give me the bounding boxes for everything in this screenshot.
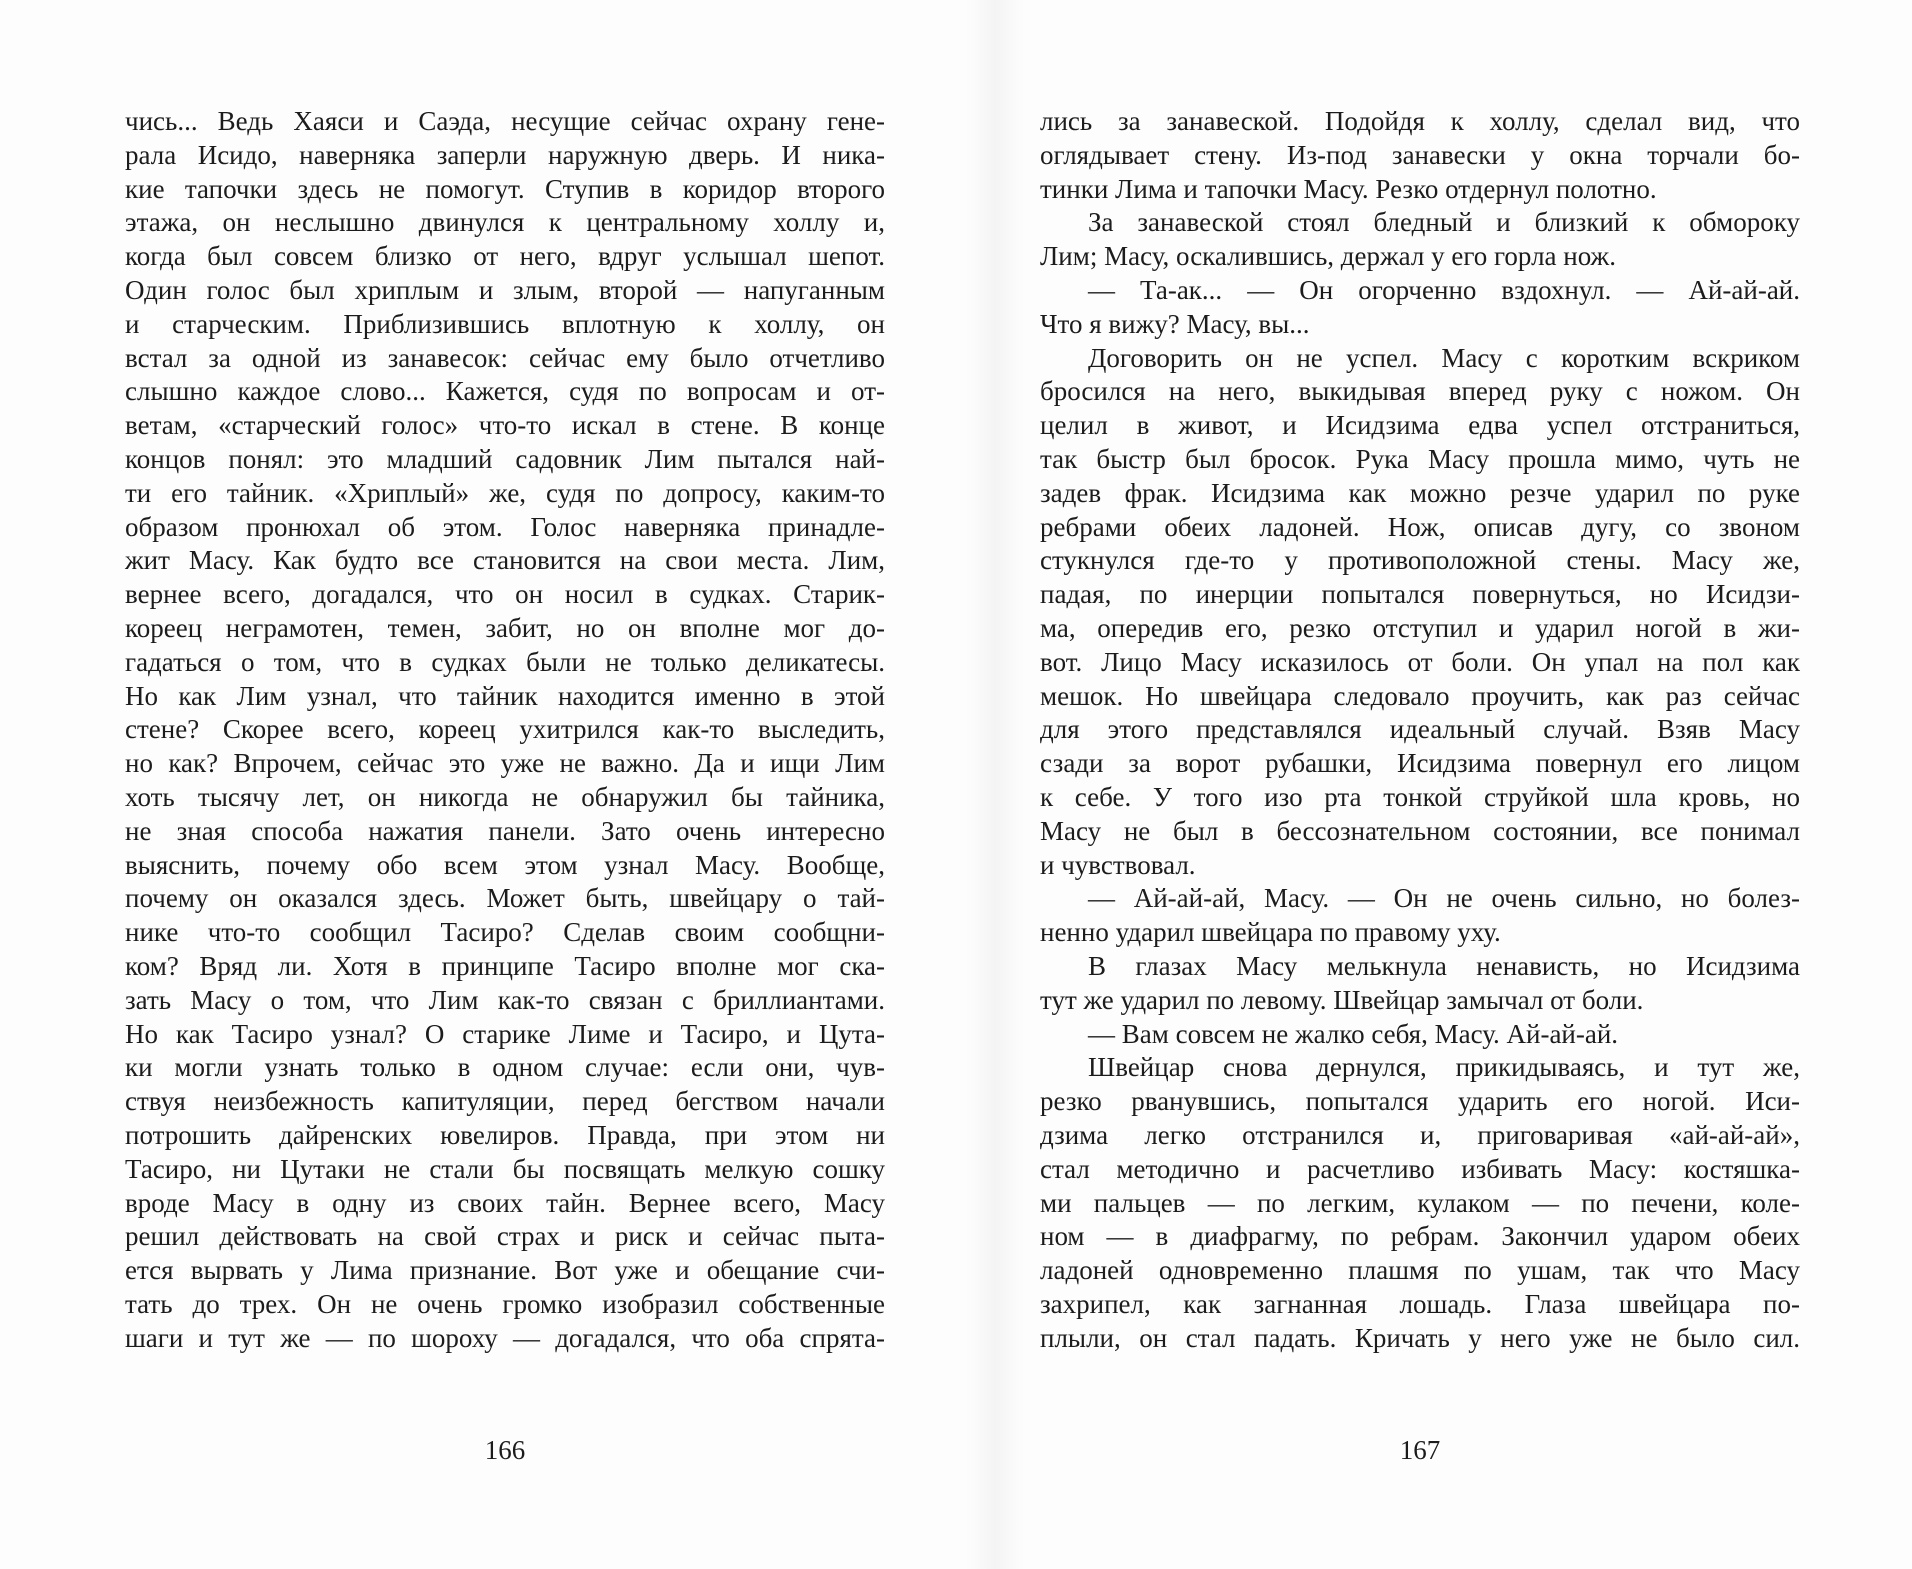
text-line: Один голос был хриплым и злым, второй — напуганным <box>125 274 885 305</box>
text-line: дзима легко отстранился и, приговаривая «ай-ай-ай», <box>1040 1119 1800 1150</box>
text-line: Но как Лим узнал, что тайник находится именно в этой <box>125 680 885 711</box>
text-line: зать Масу о том, что Лим как-то связан с бриллиантами. <box>125 984 885 1015</box>
text-line: Что я вижу? Масу, вы... <box>1040 308 1310 339</box>
text-line: ненно ударил швейцара по правому уху. <box>1040 917 1501 948</box>
page-number-left: 166 <box>484 1435 526 1465</box>
text-line: ма, опередив его, резко отступил и ударил ногой в жи- <box>1040 612 1800 643</box>
text-line: целил в живот, и Исидзима едва успел отстраниться, <box>1040 410 1800 441</box>
text-line: решил действовать на свой страх и риск и сейчас пыта- <box>125 1221 885 1252</box>
text-line: падая, по инерции попытался повернуться, но Исидзи- <box>1040 579 1800 610</box>
text-line: чись... Ведь Хаяси и Саэда, несущие сейчас охрану гене- <box>125 106 885 136</box>
text-line: В глазах Масу мелькнула ненависть, но Исидзима <box>1088 950 1800 981</box>
text-line: ки могли узнать только в одном случае: если они, чув- <box>125 1052 885 1083</box>
text-line: сзади за ворот рубашки, Исидзима повернул его лицом <box>1040 748 1800 779</box>
text-line: ном — в диафрагму, по ребрам. Закончил ударом обеих <box>1040 1221 1800 1252</box>
left-page-text <box>125 105 885 1355</box>
right-page <box>1040 105 1800 1465</box>
left-page <box>125 105 885 1465</box>
text-line: вроде Масу в одну из своих тайн. Вернее всего, Масу <box>125 1187 885 1218</box>
text-line: — Та-ак... — Он огорченно вздохнул. — Ай-ай-ай. <box>1088 274 1800 305</box>
text-line: к себе. У того изо рта тонкой струйкой шла кровь, но <box>1040 781 1800 812</box>
text-line: Масу не был в бессознательном состоянии, все понимал <box>1040 815 1800 846</box>
text-line: мешок. Но швейцара следовало проучить, как раз сейчас <box>1040 680 1800 711</box>
text-line: — Вам совсем не жалко себя, Масу. Ай-ай-ай. <box>1088 1018 1619 1049</box>
text-line: шаги и тут же — по шороху — догадался, что оба спрята- <box>125 1322 885 1353</box>
text-line: тут же ударил по левому. Швейцар замычал от боли. <box>1040 984 1644 1015</box>
text-line: кореец неграмотен, темен, забит, но он вполне мог до- <box>125 612 885 643</box>
page-number-right: 167 <box>1399 1435 1441 1465</box>
text-line: не зная способа нажатия панели. Зато очень интересно <box>125 815 885 846</box>
text-line: Тасиро, ни Цутаки не стали бы посвящать мелкую сошку <box>125 1153 885 1184</box>
text-line: вот. Лицо Масу исказилось от боли. Он упал на пол как <box>1040 646 1800 677</box>
text-line: потрошить дайренских ювелиров. Правда, при этом ни <box>125 1119 885 1150</box>
text-line: концов понял: это младший садовник Лим пытался най- <box>125 443 885 474</box>
text-line: кие тапочки здесь не помогут. Ступив в коридор второго <box>125 173 885 204</box>
text-line: — Ай-ай-ай, Масу. — Он не очень сильно, но болез- <box>1088 883 1800 914</box>
text-line: когда был совсем близко от него, вдруг услышал шепот. <box>125 241 885 272</box>
text-line: задев фрак. Исидзима как можно резче ударил по руке <box>1040 477 1800 508</box>
text-line: тать до трех. Он не очень громко изобразил собственные <box>125 1288 885 1319</box>
text-line: встал за одной из занавесок: сейчас ему было отчетливо <box>125 342 885 373</box>
text-line: слышно каждое слово... Кажется, судя по вопросам и от- <box>125 376 885 407</box>
text-line: ком? Вряд ли. Хотя в принципе Тасиро вполне мог ска- <box>125 950 885 981</box>
text-line: захрипел, как загнанная лошадь. Глаза швейцара по- <box>1040 1288 1800 1319</box>
text-line: резко рванувшись, попытался ударить его ногой. Иси- <box>1040 1086 1800 1117</box>
text-line: хоть тысячу лет, он никогда не обнаружил бы тайника, <box>125 781 885 812</box>
text-line: нике что-то сообщил Тасиро? Сделав своим сообщни- <box>125 917 885 948</box>
text-line: почему он оказался здесь. Может быть, швейцару о тай- <box>125 883 885 914</box>
text-line: ладоней одновременно плашмя по ушам, так что Масу <box>1040 1255 1800 1286</box>
text-line: для этого представлялся идеальный случай. Взяв Масу <box>1040 714 1800 745</box>
text-line: ствуя неизбежность капитуляции, перед бегством начали <box>125 1086 885 1117</box>
text-line: так быстр был бросок. Рука Масу прошла мимо, чуть не <box>1040 443 1800 474</box>
text-line: ребрами обеих ладоней. Нож, описав дугу, со звоном <box>1040 511 1800 542</box>
text-line: лись за занавеской. Подойдя к холлу, сделал вид, что <box>1040 106 1800 136</box>
text-line: Но как Тасиро узнал? О старике Лиме и Тасиро, и Цута- <box>125 1018 885 1049</box>
text-line: Договорить он не успел. Масу с коротким вскриком <box>1088 342 1800 373</box>
text-line: стене? Скорее всего, кореец ухитрился как-то выследить, <box>125 714 885 745</box>
text-line: жит Масу. Как будто все становится на свои места. Лим, <box>125 545 885 576</box>
text-line: тинки Лима и тапочки Масу. Резко отдернул полотно. <box>1040 173 1657 204</box>
text-line: и старческим. Приблизившись вплотную к холлу, он <box>125 308 885 339</box>
text-line: ется вырвать у Лима признание. Вот уже и обещание счи- <box>125 1255 885 1286</box>
text-line: оглядывает стену. Из-под занавески у окна торчали бо- <box>1040 139 1800 170</box>
text-line: Швейцар снова дернулся, прикидываясь, и тут же, <box>1088 1052 1800 1083</box>
text-line: ти его тайник. «Хриплый» же, судя по допросу, каким-то <box>125 477 885 508</box>
text-line: стал методично и расчетливо избивать Масу: костяшка- <box>1040 1153 1800 1184</box>
text-line: этажа, он неслышно двинулся к центральному холлу и, <box>125 207 885 238</box>
text-line: но как? Впрочем, сейчас это уже не важно. Да и ищи Лим <box>125 748 885 779</box>
text-line: Лим; Масу, оскалившись, держал у его горла нож. <box>1040 241 1616 272</box>
text-line: вернее всего, догадался, что он носил в судках. Старик- <box>125 579 885 610</box>
text-line: и чувствовал. <box>1040 849 1196 880</box>
text-line: плыли, он стал падать. Кричать у него уже не было сил. <box>1040 1322 1800 1353</box>
text-line: ми пальцев — по легким, кулаком — по печени, коле- <box>1040 1187 1800 1218</box>
text-line: бросился на него, выкидывая вперед руку с ножом. Он <box>1040 376 1800 407</box>
text-line: стукнулся где-то у противоположной стены. Масу же, <box>1040 545 1800 576</box>
text-line: выяснить, почему обо всем этом узнал Масу. Вообще, <box>125 849 885 880</box>
text-line: гадаться о том, что в судках были не только деликатесы. <box>125 646 885 677</box>
text-line: За занавеской стоял бледный и близкий к обмороку <box>1088 207 1800 238</box>
text-line: ветам, «старческий голос» что-то искал в стене. В конце <box>125 410 885 441</box>
text-line: рала Исидо, наверняка заперли наружную дверь. И ника- <box>125 139 885 170</box>
right-page-text <box>1040 105 1800 1355</box>
text-line: образом пронюхал об этом. Голос наверняка принадле- <box>125 511 885 542</box>
